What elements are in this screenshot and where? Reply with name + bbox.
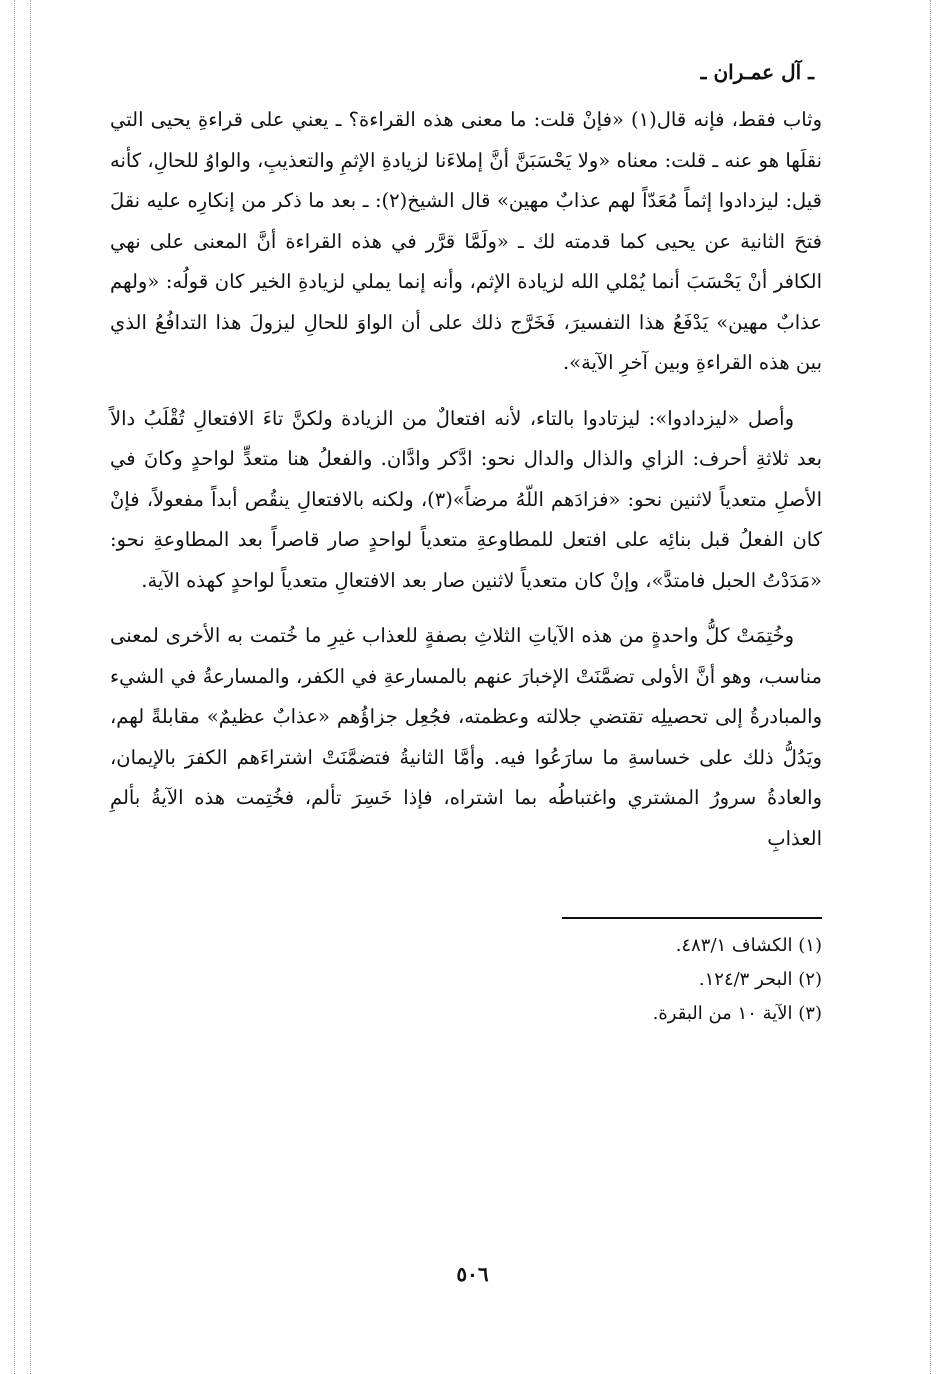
footnote-separator — [562, 917, 822, 919]
page-body — [110, 60, 822, 1031]
footnote-1: (١) الكشاف ٤٨٣/١. — [675, 935, 822, 956]
left-margin-guide — [14, 0, 15, 1374]
left-margin-guide-inner — [30, 0, 31, 1374]
right-margin-guide — [930, 0, 931, 1374]
paragraph-2: وأصل «ليزدادوا»: ليزتادوا بالتاء، لأنه افتعالٌ من الزيادة ولكنَّ تاءَ الافتعالِ تُقْلَبُ دالاً بعد ثلاثةِ أحرف: الزاي والذال والدال نحو: ادَّكر وادَّان. والفعلُ هنا متعدٍّ لواحدٍ وكانَ في الأصلِ متعدياً لاثنين نحو: «فزادَهم اللّهُ مرضاً»(٣)، ولكنه بالافتعالِ ينقُص أبداً مفعولاً، فإنْ كان الفعلُ قبل بنائِه على افتعل للمطاوعةِ متعدياً لواحدٍ صار قاصراً بعد المطاوعةِ نحو: «مَدَدْتُ الحبل فامتدَّ»، وإنْ كان متعدياً لاثنين صار بعد الافتعالِ متعدياً لواحدٍ كهذه الآية. — [110, 406, 822, 592]
paragraph-3: وخُتِمَتْ كلُّ واحدةٍ من هذه الآياتِ الثلاثِ بصفةٍ للعذاب غيرِ ما خُتمت به الأخرى لمعنى مناسب، وهو أنَّ الأولى تضمَّنَتْ الإخبارَ عنهم بالمسارعةِ في الكفر، والمسارعةُ في الشيء والمبادرةُ إلى تحصيلِه تقتضي جلالته وعظمته، فجُعِل جزاؤُهم «عذابٌ عظيمٌ» مقابلةً لهم، ويَدُلُّ ذلك على خساسةِ ما سارَعُوا فيه. وأمَّا الثانيةُ فتضمَّنَتْ اشتراءَهم الكفرَ بالإيمان، والعادةُ سرورُ المشتري واغتباطُه بما اشتراه، فإذا خَسِرَ تألم، فخُتِمت هذه الآيةُ بألمِ العذابِ — [110, 624, 822, 850]
footnote-2: (٢) البحر ١٢٤/٣. — [698, 969, 822, 990]
footnotes-list — [110, 929, 822, 1031]
paragraph-1: وثاب فقط، فإنه قال(١) «فإنْ قلت: ما معنى هذه القراءة؟ ـ يعني على قراءةِ يحيى التي نقلَها هو عنه ـ قلت: معناه «ولا يَحْسَبَنَّ أنَّ إملاءَنا لزيادةِ الإثمِ والتعذيبِ، والواوُ للحالِ، كأنه قيل: ليزدادوا إثماً مُعَدّاً لهم عذابٌ مهين» قال الشيخ(٢): ـ بعد ما ذكر من إنكارِه عليه نقلَ فتحَ الثانية عن يحيى كما قدمته لك ـ «ولَمَّا قرَّر في هذه القراءة أنَّ المعنى على نهي الكافر أنْ يَحْسَبَ أنما يُمْلي الله لزيادة الإثم، وأنه إنما يملي لزيادةِ الخير كان قولُه: «ولهم عذابٌ مهين» يَدْفَعُ هذا التفسيرَ، فَخَرَّج ذلك على أن الواوَ للحالِ ليزولَ هذا التدافُعُ الذي بين هذه القراءةِ وبين آخرِ الآية». — [110, 108, 822, 374]
page-number: ٥٠٦ — [456, 1262, 489, 1286]
footnote-3: (٣) الآية ١٠ من البقرة. — [652, 1003, 822, 1024]
running-title: ـ آل عمـران ـ — [700, 60, 814, 84]
